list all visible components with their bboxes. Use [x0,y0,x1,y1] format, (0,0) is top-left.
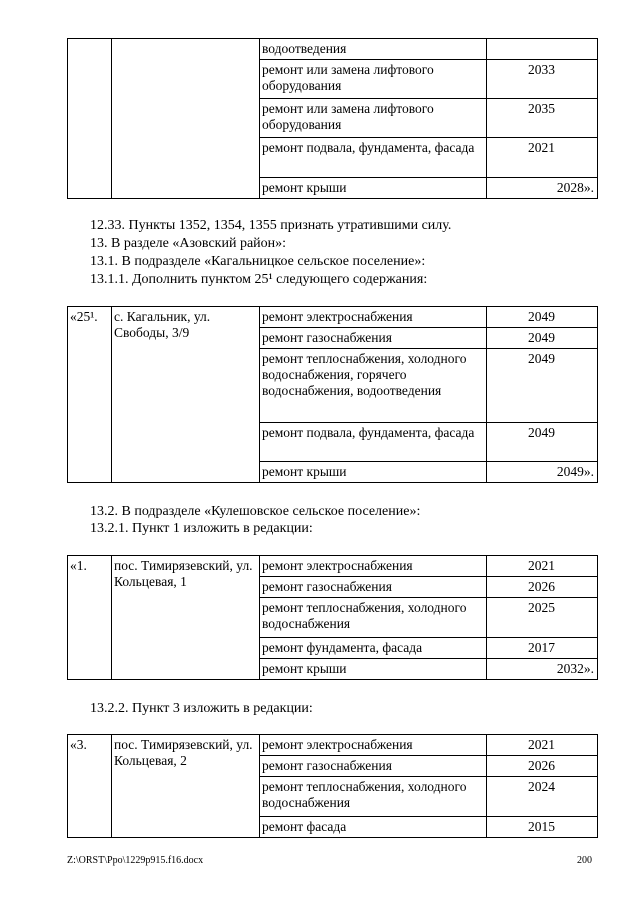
table-item-3 [67,734,598,838]
year-cell: 2021 [487,735,598,756]
year-cell: 2021 [487,556,598,577]
number-cell: «25¹. [68,307,112,483]
work-cell: ремонт газоснабжения [260,756,487,777]
work-cell: ремонт электроснабжения [260,735,487,756]
table-row [68,735,598,756]
paragraph-13-2: 13.2. В подразделе «Кулешовское сельское поселение»: [90,504,421,519]
table-row [68,556,598,577]
year-cell: 2026 [487,756,598,777]
table-item-1 [67,555,598,680]
work-cell: ремонт газоснабжения [260,328,487,349]
year-cell: 2028». [487,178,598,199]
work-cell: водоотведения [260,39,487,60]
year-cell: 2015 [487,817,598,838]
work-cell: ремонт теплоснабжения, холодного водоснабжения, горячего водоснабжения, водоотведения [260,349,487,423]
year-cell: 2049 [487,307,598,328]
work-cell: ремонт электроснабжения [260,556,487,577]
address-cell [112,39,260,199]
work-cell: ремонт теплоснабжения, холодного водоснабжения [260,777,487,817]
year-cell: 2021 [487,138,598,178]
table-item-25-1 [67,306,598,483]
paragraph-13-2-2: 13.2.2. Пункт 3 изложить в редакции: [90,701,313,716]
work-cell: ремонт электроснабжения [260,307,487,328]
paragraph-13-1: 13.1. В подразделе «Кагальницкое сельское поселение»: [90,254,426,269]
footer-file-path: Z:\ORST\Ppo\1229p915.f16.docx [67,855,204,866]
number-cell: «1. [68,556,112,680]
paragraph-12-33: 12.33. Пункты 1352, 1354, 1355 признать утратившими силу. [90,218,452,233]
work-cell: ремонт фасада [260,817,487,838]
year-cell: 2017 [487,638,598,659]
table-continuation [67,38,598,199]
paragraph-13-2-1: 13.2.1. Пункт 1 изложить в редакции: [90,521,313,536]
work-cell: ремонт крыши [260,178,487,199]
year-cell: 2049 [487,349,598,423]
work-cell: ремонт крыши [260,462,487,483]
address-cell: пос. Тимирязевский, ул. Кольцевая, 1 [112,556,260,680]
number-cell [68,39,112,199]
address-cell: с. Кагальник, ул. Свободы, 3/9 [112,307,260,483]
paragraph-13-1-1: 13.1.1. Дополнить пунктом 25¹ следующего содержания: [90,272,428,287]
work-cell: ремонт подвала, фундамента, фасада [260,138,487,178]
table-row [68,39,598,60]
year-cell: 2049». [487,462,598,483]
work-cell: ремонт или замена лифтового оборудования [260,60,487,99]
work-cell: ремонт фундамента, фасада [260,638,487,659]
year-cell: 2049 [487,423,598,462]
work-cell: ремонт подвала, фундамента, фасада [260,423,487,462]
work-cell: ремонт теплоснабжения, холодного водоснабжения [260,598,487,638]
year-cell: 2049 [487,328,598,349]
work-cell: ремонт газоснабжения [260,577,487,598]
year-cell: 2025 [487,598,598,638]
year-cell: 2026 [487,577,598,598]
work-cell: ремонт крыши [260,659,487,680]
address-cell: пос. Тимирязевский, ул. Кольцевая, 2 [112,735,260,838]
year-cell: 2035 [487,99,598,138]
footer-page-number: 200 [577,855,592,866]
year-cell: 2032». [487,659,598,680]
work-cell: ремонт или замена лифтового оборудования [260,99,487,138]
year-cell: 2033 [487,60,598,99]
number-cell: «3. [68,735,112,838]
paragraph-13: 13. В разделе «Азовский район»: [90,236,287,251]
year-cell: 2024 [487,777,598,817]
year-cell [487,39,598,60]
table-row [68,307,598,328]
